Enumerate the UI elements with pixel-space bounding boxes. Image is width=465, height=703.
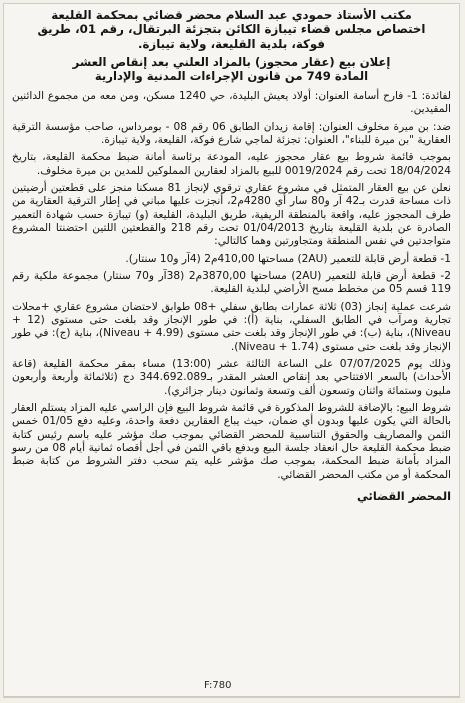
office-header-line: فوكة، بلدية القليعة، ولاية تيبازة. [137, 36, 325, 51]
office-header [12, 8, 451, 51]
bottom-divider [4, 696, 459, 697]
sale-conditions-paragraph: شروط البيع: بالإضافة للشروط المذكورة في قائمة شروط البيع فإن الراسي عليه المزاد يستلم العقار بالحالة التي يكون عليها وبدون أي ضمان، حيث يباع العقارين دفعة واحدة، وعليه دفع 01/05 خمس الثمن والمصاريف والحقوق التناسبية للمحضر القضائي بموجب صك مؤشر عليه باسم رئيس كتابة ضبط محكمة القليعة حال انعقاد جلسة البيع وبدفع باقي الثمن في أجل أقصاه ثمانية أيام 08 من رسو المزاد بأمانة ضبط المحكمة، بموجب صك مؤشر عليه يتم سحب دفتر الشروط من كتابة ضبط المحكمة أو من مكتب المحضر القضائي. [12, 402, 452, 481]
legal-notice-page [3, 3, 460, 698]
property-description-paragraph: نعلن عن بيع العقار المتمثل في مشروع عقاري ترقوي لإنجاز 81 مسكنا منجز على قطعتين أرضيتين ذات مساحة قدرت بـ42 آر و80 سار أي 4280م2، أنجزت عليها مباني في إطار الترقية العقارية من طرف المحجوز عليه، واقعة بالمنطقة الريفية، طريق البليدة، القليعة (و) تيبازة حسب شهادة التعمير الصادرة عن بلدية القليعة بتاريخ 01/04/2013 تحت رقم 218 والقطعتين اللتين احتضنتا المشروع متواجدتين في نفس المنطقة ومتجاورتين وهما كالتالي: [12, 181, 451, 248]
notice-body [4, 4, 459, 504]
notice-legal-reference: المادة 749 من قانون الإجراءات المدنية والإدارية [94, 69, 369, 84]
signature: المحضر القضائي [357, 489, 451, 504]
notice-title-line: إعلان بيع (عقار محجوز) بالمزاد العلني بعد إنقاص العشر [72, 54, 391, 69]
office-header-line: اختصاص مجلس قضاء تيبازة الكائن بتجزئة البرتقال، رقم 01، طريق [37, 22, 426, 37]
conditions-deposit-paragraph: بموجب قائمة شروط بيع عقار محجوز عليه، المودعة برئاسة أمانة ضبط محكمة القليعة، بتاريخ 18/04/2024 تحت رقم 0019/2024 للبيع بالمزاد لعقارين المملوكين للمدين بن ميرة مخلوف. [12, 151, 451, 177]
debtor-paragraph: ضد: بن ميرة مخلوف العنوان: إقامة زيدان الطابق 06 رقم 08 - بومرداس، صاحب مؤسسة الترقية العقارية "بن ميرة للبناء"، العنوان: تجزئة لماجي شارع فوكة، القليعة، ولاية تيبازة. [12, 120, 451, 146]
construction-status-paragraph: شرعت عملية إنجاز (03) ثلاثة عمارات بطابق سفلي +08 طوابق لاحتضان مشروع عقاري +محلات تجارية ومرآب في الطابق السفلي، بناية (أ): في طور الإنجاز وقد بلغت حتى مستوى (12 + Niveau)، بناية (ب): في طور الإنجاز وقد بلغت حتى مستوى (4.99 + Niveau)، بناية (ج): في طور الإنجاز وقد بلغت حتى مستوى (1.74 + Niveau). [12, 300, 451, 353]
reference-code: F:780 [204, 680, 232, 691]
auction-date-paragraph: وذلك يوم 07/07/2025 على الساعة الثالثة عشر (13:00) مساء بمقر محكمة القليعة (قاعة الأحداث) بالسعر الافتتاحي بعد إنقاص العشر المقدر بـ344.692.089 دج (ثلاثمائة وأربعة وأربعون مليون وستمائة واثنان وتسعون ألف وتسعة وثمانون دينار جزائري). [12, 358, 451, 397]
plot-one-paragraph: 1- قطعة أرض قابلة للتعمير (2AU) مساحتها 410,00م2 (4آر و10 سنتار). [125, 252, 451, 265]
plot-two-paragraph: 2- قطعة أرض قابلة للتعمير (2AU) مساحتها 3870,00م2 (38آر و70 سنتار) مجموعة ملكية رقم 119 قسم 05 من مخطط مسح الأراضي لبلدية القليعة. [12, 270, 452, 296]
office-header-line: مكتب الأستاذ حمودي عبد السلام محضر قضائي بمحكمة القليعة [51, 8, 412, 22]
notice-title [12, 55, 451, 84]
creditor-paragraph: لفائدة: 1- فارح أسامة العنوان: أولاد يعيش البليدة، حي 1240 مسكن، ومن معه من مجموع الدائنين المقيدين. [12, 89, 452, 116]
